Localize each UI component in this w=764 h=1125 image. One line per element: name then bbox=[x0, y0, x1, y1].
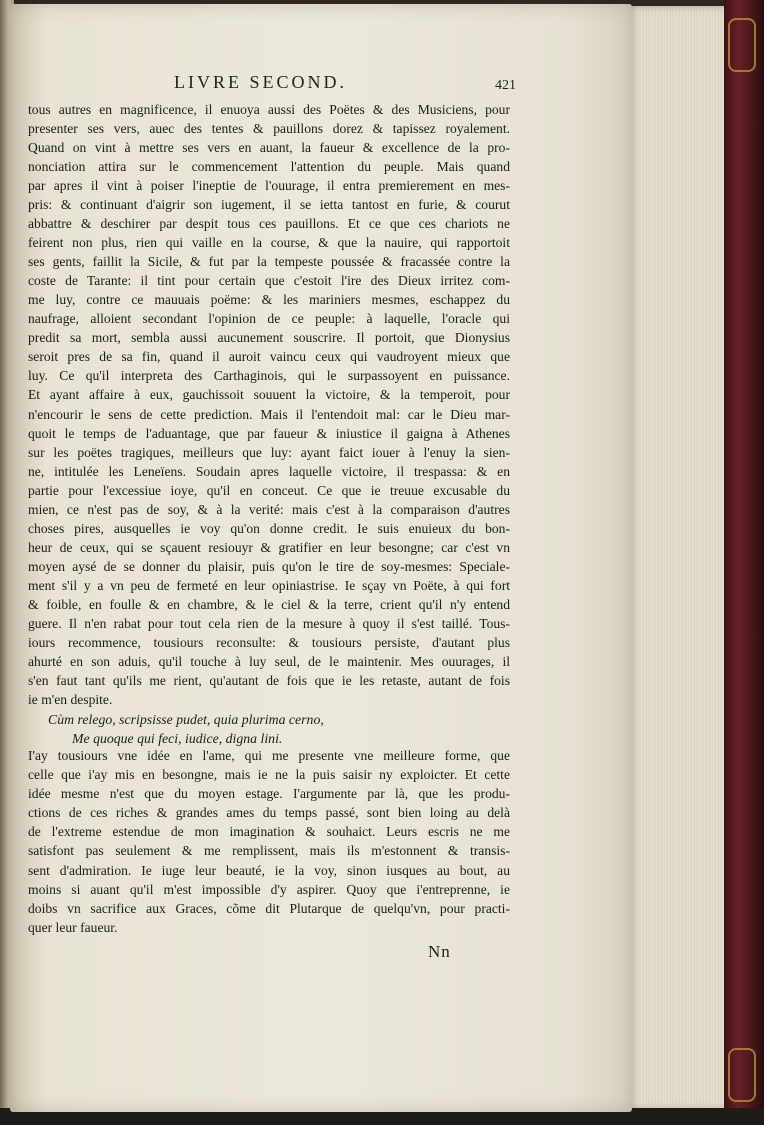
text-line: naufrage, alloient secondant l'opinion de ce peuple: à laquelle, l'oracle qui bbox=[28, 311, 510, 327]
text-line: moyen aysé de se donner du plaisir, puis qu'on le tire de soy-mesmes: Speciale- bbox=[28, 558, 510, 574]
running-head: LIVRE SECOND. bbox=[174, 72, 347, 92]
text-line: guere. Il n'en rabat pour tout cela rien de la mesure à quoy il s'est taillé. Tous- bbox=[28, 615, 510, 631]
text-line: s'en faut tant qu'ils me rient, qu'autant de fois que ie les retaste, autant de fois bbox=[28, 672, 510, 688]
text-line: presenter ses vers, auec des tentes & pauillons dorez & tapissez royalement. bbox=[28, 121, 510, 137]
text-line: ment s'il y a vn peu de fermeté en leur opiniastrise. Ie sçay vn Poëte, à qui fort bbox=[28, 577, 510, 593]
gilt-ornament-bottom bbox=[728, 1048, 756, 1102]
page-number: 421 bbox=[495, 78, 516, 93]
text-line: I'ay tousiours vne idée en l'ame, qui me presente vne meilleure forme, que bbox=[28, 748, 510, 763]
text-line: celle que i'ay mis en besongne, mais ie ne la puis saisir ny exploicter. Et cette bbox=[28, 767, 510, 783]
page-fore-edge bbox=[626, 6, 728, 1110]
text-line: par apres il vint à poiser l'ineptie de l'ouurage, il entra premierement en mes- bbox=[28, 178, 510, 194]
text-line: doibs vn sacrifice aux Graces, cõme dit Plutarque de quelqu'vn, pour practi- bbox=[28, 900, 510, 916]
gilt-ornament-top bbox=[728, 18, 756, 72]
page-header bbox=[24, 72, 516, 96]
text-line: & foible, en foulle & en chambre, & le ciel & la terre, crient qu'il n'y entend bbox=[28, 596, 510, 612]
text-line: satisfont pas seulement & me remplissent, mais ils m'estonnent & transis- bbox=[28, 843, 510, 859]
signature-mark: Nn bbox=[428, 942, 451, 961]
text-line: sur les poëtes tragiques, meilleurs que luy: ayant faict iouer à l'enuy la sien- bbox=[28, 444, 510, 460]
text-line: ses gents, faillit la Sicile, & fut par la tempeste poussée & fracassée contre la bbox=[28, 254, 510, 270]
text-line: moins si auant qu'il m'est impossible d'y aspirer. Quoy que i'entreprenne, ie bbox=[28, 881, 510, 897]
prose-block-1 bbox=[28, 100, 510, 709]
text-line: tous autres en magnificence, il enuoya aussi des Poëtes & des Musiciens, pour bbox=[28, 102, 510, 117]
prose-block-2 bbox=[28, 746, 510, 937]
text-line: sent d'admiration. Ie iuge leur beauté, ie la voy, sinon iusques au bout, au bbox=[28, 862, 510, 878]
latin-verse-line-2: Me quoque qui feci, iudice, digna lini. bbox=[72, 731, 283, 746]
text-line: feirent non plus, rien qui vaille en la course, & que la nauire, qui rapportoit bbox=[28, 235, 510, 251]
text-line: ahurté en son aduis, qu'il touche à luy seul, de le maintenir. Mes ouurages, il bbox=[28, 653, 510, 669]
latin-verse-line-1: Cùm relego, scripsisse pudet, quia plurima cerno, bbox=[48, 712, 324, 727]
text-line: choses pires, ausquelles ie voy qu'on donne credit. Ie suis enuieux du bon- bbox=[28, 520, 510, 536]
text-line: luy. Ce qu'il interpreta des Carthaginois, qui le surpassoyent en puissance. bbox=[28, 368, 510, 384]
text-line: Quand on vint à mettre ses vers en auant, la faueur & excellence de la pro- bbox=[28, 140, 510, 156]
text-line: idée mesme n'est que du moyen estage. I'argumente par là, que les produ- bbox=[28, 786, 510, 802]
text-line: Et ayant affaire à eux, gauchissoit souuent la victoire, & la temperoit, pour bbox=[28, 387, 510, 403]
text-line: me luy, contre ce mauuais poëme: & les mariniers mesmes, eschappez du bbox=[28, 292, 510, 308]
text-line: n'encourir le sens de cette prediction. Mais il l'entendoit mal: car le Dieu mar- bbox=[28, 406, 510, 422]
text-line: ne, intitulée les Leneïens. Soudain apres laquelle victoire, il trespassa: & en bbox=[28, 463, 510, 479]
text-line: coste de Tarante: il tint pour certain que c'estoit l'ire des Dieux irritez com- bbox=[28, 273, 510, 289]
text-line: mien, ce n'est pas de soy, & à la verité: mais c'est à la comparaison d'autres bbox=[28, 501, 510, 517]
book-binding bbox=[724, 0, 764, 1125]
text-line: quoit le temps de l'aduantage, que par faueur & iniustice il gaigna à Athenes bbox=[28, 425, 510, 441]
text-line: iours recommence, tousiours reconsulte: & tousiours persiste, d'autant plus bbox=[28, 634, 510, 650]
text-line: quer leur faueur. bbox=[28, 919, 118, 935]
text-line: de l'extreme estendue de mon imagination & souhaict. Leurs escris ne me bbox=[28, 824, 510, 840]
text-line: abbattre & deschirer par despit tous ces pauillons. Et ce que ces chariots ne bbox=[28, 216, 510, 232]
text-line: pris: & continuant d'aigrir son iugement, il se ietta tantost en furie, & courut bbox=[28, 197, 510, 213]
text-line: nonciation attira sur le commencement l'attention du peuple. Mais quand bbox=[28, 159, 510, 175]
text-line: partie pour l'excessiue ioye, qu'il en conceut. Ce que ie treuue excusable du bbox=[28, 482, 510, 498]
text-line: seroit pres de sa fin, quand il auroit vaincu ceux qui vaudroyent mieux que bbox=[28, 349, 510, 365]
text-line: heur de ceux, qui se sçauent resiouyr & gratifier en leur besongne; car c'est vn bbox=[28, 539, 510, 555]
text-line: predit sa mort, sembla aussi aucunement souscrire. Il portoit, que Dionysius bbox=[28, 330, 510, 346]
text-line: ctions de ces riches & grandes ames du temps passé, sont bien loing au delà bbox=[28, 805, 510, 821]
text-line: ie m'en despite. bbox=[28, 691, 113, 707]
